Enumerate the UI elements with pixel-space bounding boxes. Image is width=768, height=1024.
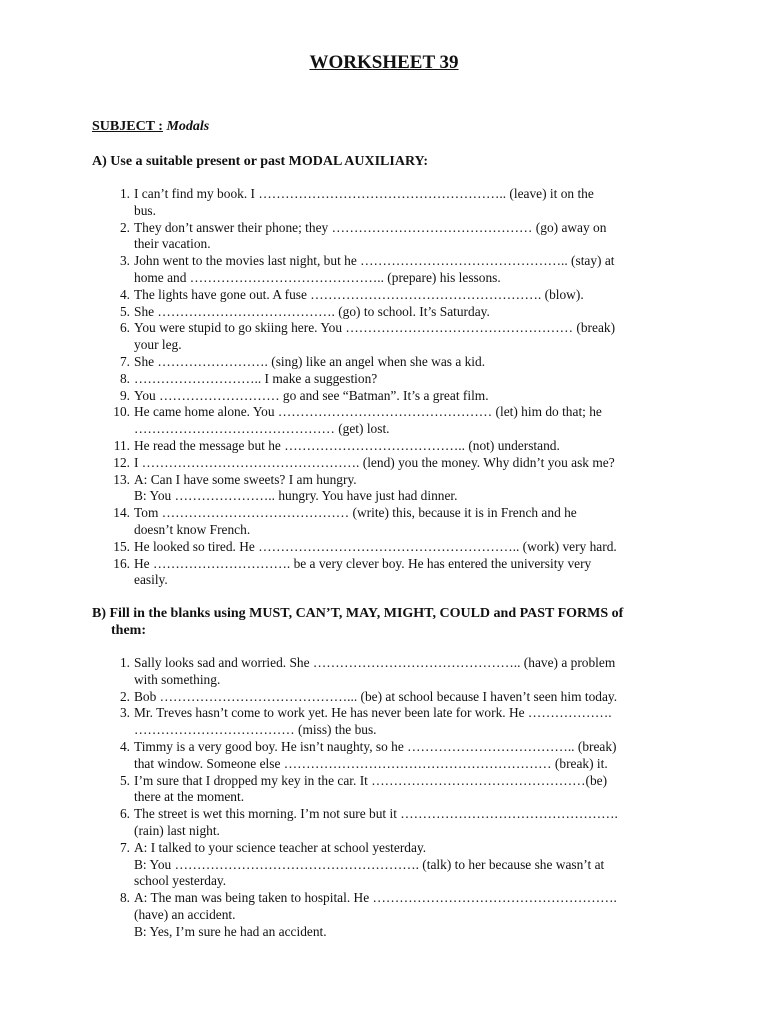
exercise-text: He came home alone. You ………………………………………… (let) him do that; he ……………………………………… (get) lost.: [134, 404, 602, 437]
exercise-item: [0, 287, 694, 304]
exercise-number: 5.: [119, 303, 130, 319]
exercise-text: ……………………….. I make a suggestion?: [134, 370, 378, 386]
exercise-number: 4.: [119, 286, 130, 302]
exercise-item: [0, 689, 694, 706]
exercise-text: He read the message but he ………………………………….. (not) understand.: [134, 437, 560, 453]
exercise-item: [0, 705, 694, 739]
exercise-number: 15.: [113, 538, 130, 554]
exercise-text: You were stupid to go skiing here. You …………………………………………… (break) your leg.: [134, 320, 616, 353]
exercise-text: I can’t find my book. I ……………………………………………….. (leave) it on the bus.: [134, 186, 594, 218]
exercise-text: I’m sure that I dropped my key in the car. It …………………………………………(be) there at the moment.: [134, 772, 608, 805]
exercise-item: [0, 840, 694, 890]
exercise-item: [0, 806, 694, 840]
exercise-text: You ……………………… go and see “Batman”. It’s a great film.: [134, 387, 489, 403]
section-b-heading-line1: B) Fill in the blanks using MUST, CAN’T, MAY, MIGHT, COULD and PAST FORMS of: [92, 606, 624, 621]
exercise-number: 6.: [119, 320, 130, 336]
worksheet-title: WORKSHEET 39: [309, 52, 459, 73]
exercise-text: She …………………………………. (go) to school. It’s Saturday.: [134, 303, 490, 319]
exercise-text: He looked so tired. He ………………………………………………….. (work) very hard.: [134, 538, 617, 554]
exercise-item: [0, 220, 694, 254]
exercise-number: 2.: [119, 688, 130, 704]
exercise-item: [0, 404, 694, 438]
exercise-text: John went to the movies last night, but he ……………………………………….. (stay) at home and …………………………………….. (prepare) his lessons.: [134, 253, 615, 285]
exercise-number: 12.: [113, 454, 130, 470]
exercise-number: 1.: [119, 186, 130, 201]
section-a-heading: A) Use a suitable present or past MODAL AUXILIARY:: [92, 154, 429, 169]
exercise-number: 7.: [119, 353, 130, 369]
exercise-item: [0, 388, 694, 405]
exercise-number: 6.: [119, 806, 130, 822]
exercise-number: 3.: [119, 705, 130, 721]
exercise-text: Tom …………………………………… (write) this, because it is in French and he doesn’t know French.: [134, 505, 577, 537]
exercise-number: 9.: [119, 387, 130, 403]
section-b-heading-line2: them:: [111, 622, 146, 638]
exercise-number: 13.: [113, 471, 130, 487]
exercise-item: [0, 539, 694, 556]
subject-value: Modals: [166, 119, 210, 134]
section-b-heading: [92, 606, 623, 640]
exercise-number: 4.: [119, 738, 130, 754]
exercise-item: [0, 739, 694, 773]
exercise-text: A: I talked to your science teacher at school yesterday. B: You ………………………………………………. (talk) to her because she wasn’t at school yesterday.: [134, 839, 605, 889]
exercise-text: They don’t answer their phone; they ……………………………………… (go) away on their vacation.: [134, 219, 607, 252]
exercise-number: 2.: [119, 219, 130, 235]
exercise-number: 10.: [113, 404, 130, 420]
exercise-item: [0, 438, 694, 455]
exercise-text: The lights have gone out. A fuse ……………………………………………. (blow).: [134, 286, 584, 302]
exercise-text: She ……………………. (sing) like an angel when she was a kid.: [134, 353, 486, 369]
exercise-text: A: The man was being taken to hospital. He ………………………………………………. (have) an accident. B: Yes, I’m sure he had an accident.: [134, 890, 617, 939]
exercise-text: Sally looks sad and worried. She ……………………………………….. (have) a problem with something.: [134, 655, 616, 687]
exercise-text: Bob ……………………………………... (be) at school because I haven’t seen him today.: [134, 688, 618, 704]
exercise-item: [0, 890, 694, 940]
exercise-item: [0, 556, 694, 590]
subject-label: SUBJECT :: [92, 119, 163, 134]
exercise-item: [0, 320, 694, 354]
exercise-item: [0, 304, 694, 321]
exercise-item: [0, 472, 694, 506]
exercise-text: The street is wet this morning. I’m not sure but it …………………………………………. (rain) last night.: [134, 806, 618, 838]
exercise-number: 14.: [113, 505, 130, 521]
exercise-item: [0, 773, 694, 807]
exercise-number: 8.: [119, 890, 130, 906]
section-a-exercise-list: [0, 186, 694, 589]
exercise-number: 3.: [119, 253, 130, 269]
exercise-text: A: Can I have some sweets? I am hungry. B: You ………………….. hungry. You have just had dinner.: [134, 471, 458, 504]
exercise-text: I …………………………………………. (lend) you the money. Why didn’t you ask me?: [134, 454, 615, 470]
exercise-number: 16.: [113, 555, 130, 571]
exercise-item: [0, 455, 694, 472]
subject-line: [92, 119, 209, 135]
exercise-item: [0, 505, 694, 539]
exercise-number: 7.: [119, 839, 130, 855]
section-b-exercise-list: [0, 655, 694, 941]
exercise-item: [0, 253, 694, 287]
exercise-item: [0, 186, 694, 220]
exercise-item: [0, 371, 694, 388]
exercise-item: [0, 655, 694, 689]
exercise-text: He …………………………. be a very clever boy. He has entered the university very easily.: [134, 555, 592, 588]
exercise-number: 8.: [119, 370, 130, 386]
exercise-text: Timmy is a very good boy. He isn’t naughty, so he ……………………………….. (break) that window. Someone else …………………………………………………… (break) it.: [134, 738, 617, 771]
exercise-item: [0, 354, 694, 371]
exercise-number: 1.: [119, 655, 130, 670]
exercise-number: 11.: [113, 437, 130, 453]
exercise-text: Mr. Treves hasn’t come to work yet. He has never been late for work. He ………………. ……………………………… (miss) the bus.: [134, 705, 612, 738]
exercise-number: 5.: [119, 772, 130, 788]
